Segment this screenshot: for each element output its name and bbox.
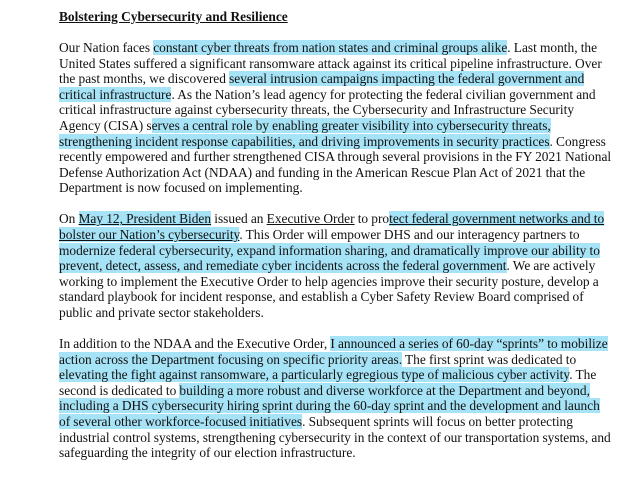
body-text: In addition to the NDAA and the Executive Order, [59,336,331,352]
body-text: Our Nation faces [59,40,154,55]
body-text: . The second is dedicated to [59,367,597,398]
body-text: . Congress recently empowered and further strengthened CISA through several provisions in the FY 2021 National Defense Authorization Act (NDAA) and funding in the American Rescue Plan Act of 2021 that the Department is now focused on implementing. [59,133,612,196]
body-text: . This Order will empower DHS and our interagency partners to [239,227,580,243]
paragraph [59,211,612,320]
body-text: On [59,211,79,227]
paragraph [59,336,612,461]
highlighted-text: modernize federal cybersecurity, expand information sharing, and dramatically improve our ability to prevent, detect, assess, and remediate cyber incidents across the federal government [59,242,600,274]
body-text: to pro [354,211,390,227]
highlighted-text: building a more robust and diverse workforce at the Department and beyond, including a DHS cybersecurity hiring sprint during the 60-day sprint and the development and launch of several other workforce-focused initiatives [59,382,600,430]
body-text: . Subsequent sprints will focus on better protecting industrial control systems, strengthening cybersecurity in the context of our transportation systems, and safeguarding the integrity of our election infrastructure. [59,414,611,461]
body-text: . We are actively working to implement the Executive Order to help agencies improve their security posture, develop a standard playbook for incident response, and establish a Cyber Safety Review Board comprised of public and private sector stakeholders. [59,258,599,320]
highlighted-text: May 12, President Biden [78,211,212,227]
body-text: Executive Order [266,211,355,227]
highlighted-text: erves a central role by enabling greater visibility into cybersecurity threats, strengthening incident response capabilities, and driving improvements in security practices [59,117,551,149]
body-text: issued an [211,211,267,227]
document-body [59,40,612,461]
highlighted-text: tect federal government networks and to bolster our Nation’s cybersecurity [59,211,605,243]
body-text: . As the Nation’s lead agency for protecting the federal civilian government and critical infrastructure against cybersecurity threats, the Cybersecurity and Infrastructure Security Agency (CISA) s [59,86,596,133]
highlighted-text: I announced a series of 60-day “sprints” to mobilize action across the Department focusing on specific priority areas. [59,336,608,367]
highlighted-text: elevating the fight against ransomware, a particularly egregious type of malicious cyber activity [59,367,570,383]
body-text: . Last month, the United States suffered a significant ransomware attack against its critical pipeline infrastructure. Over the past months, we discovered [59,40,602,87]
highlighted-text: several intrusion campaigns impacting the federal government and critical infrastructure [59,71,585,102]
section-heading: Bolstering Cybersecurity and Resilience [59,9,288,24]
paragraph [59,40,612,196]
highlighted-text: constant cyber threats from nation states and criminal groups alike [153,40,508,55]
body-text: The first sprint was dedicated to [402,351,577,367]
